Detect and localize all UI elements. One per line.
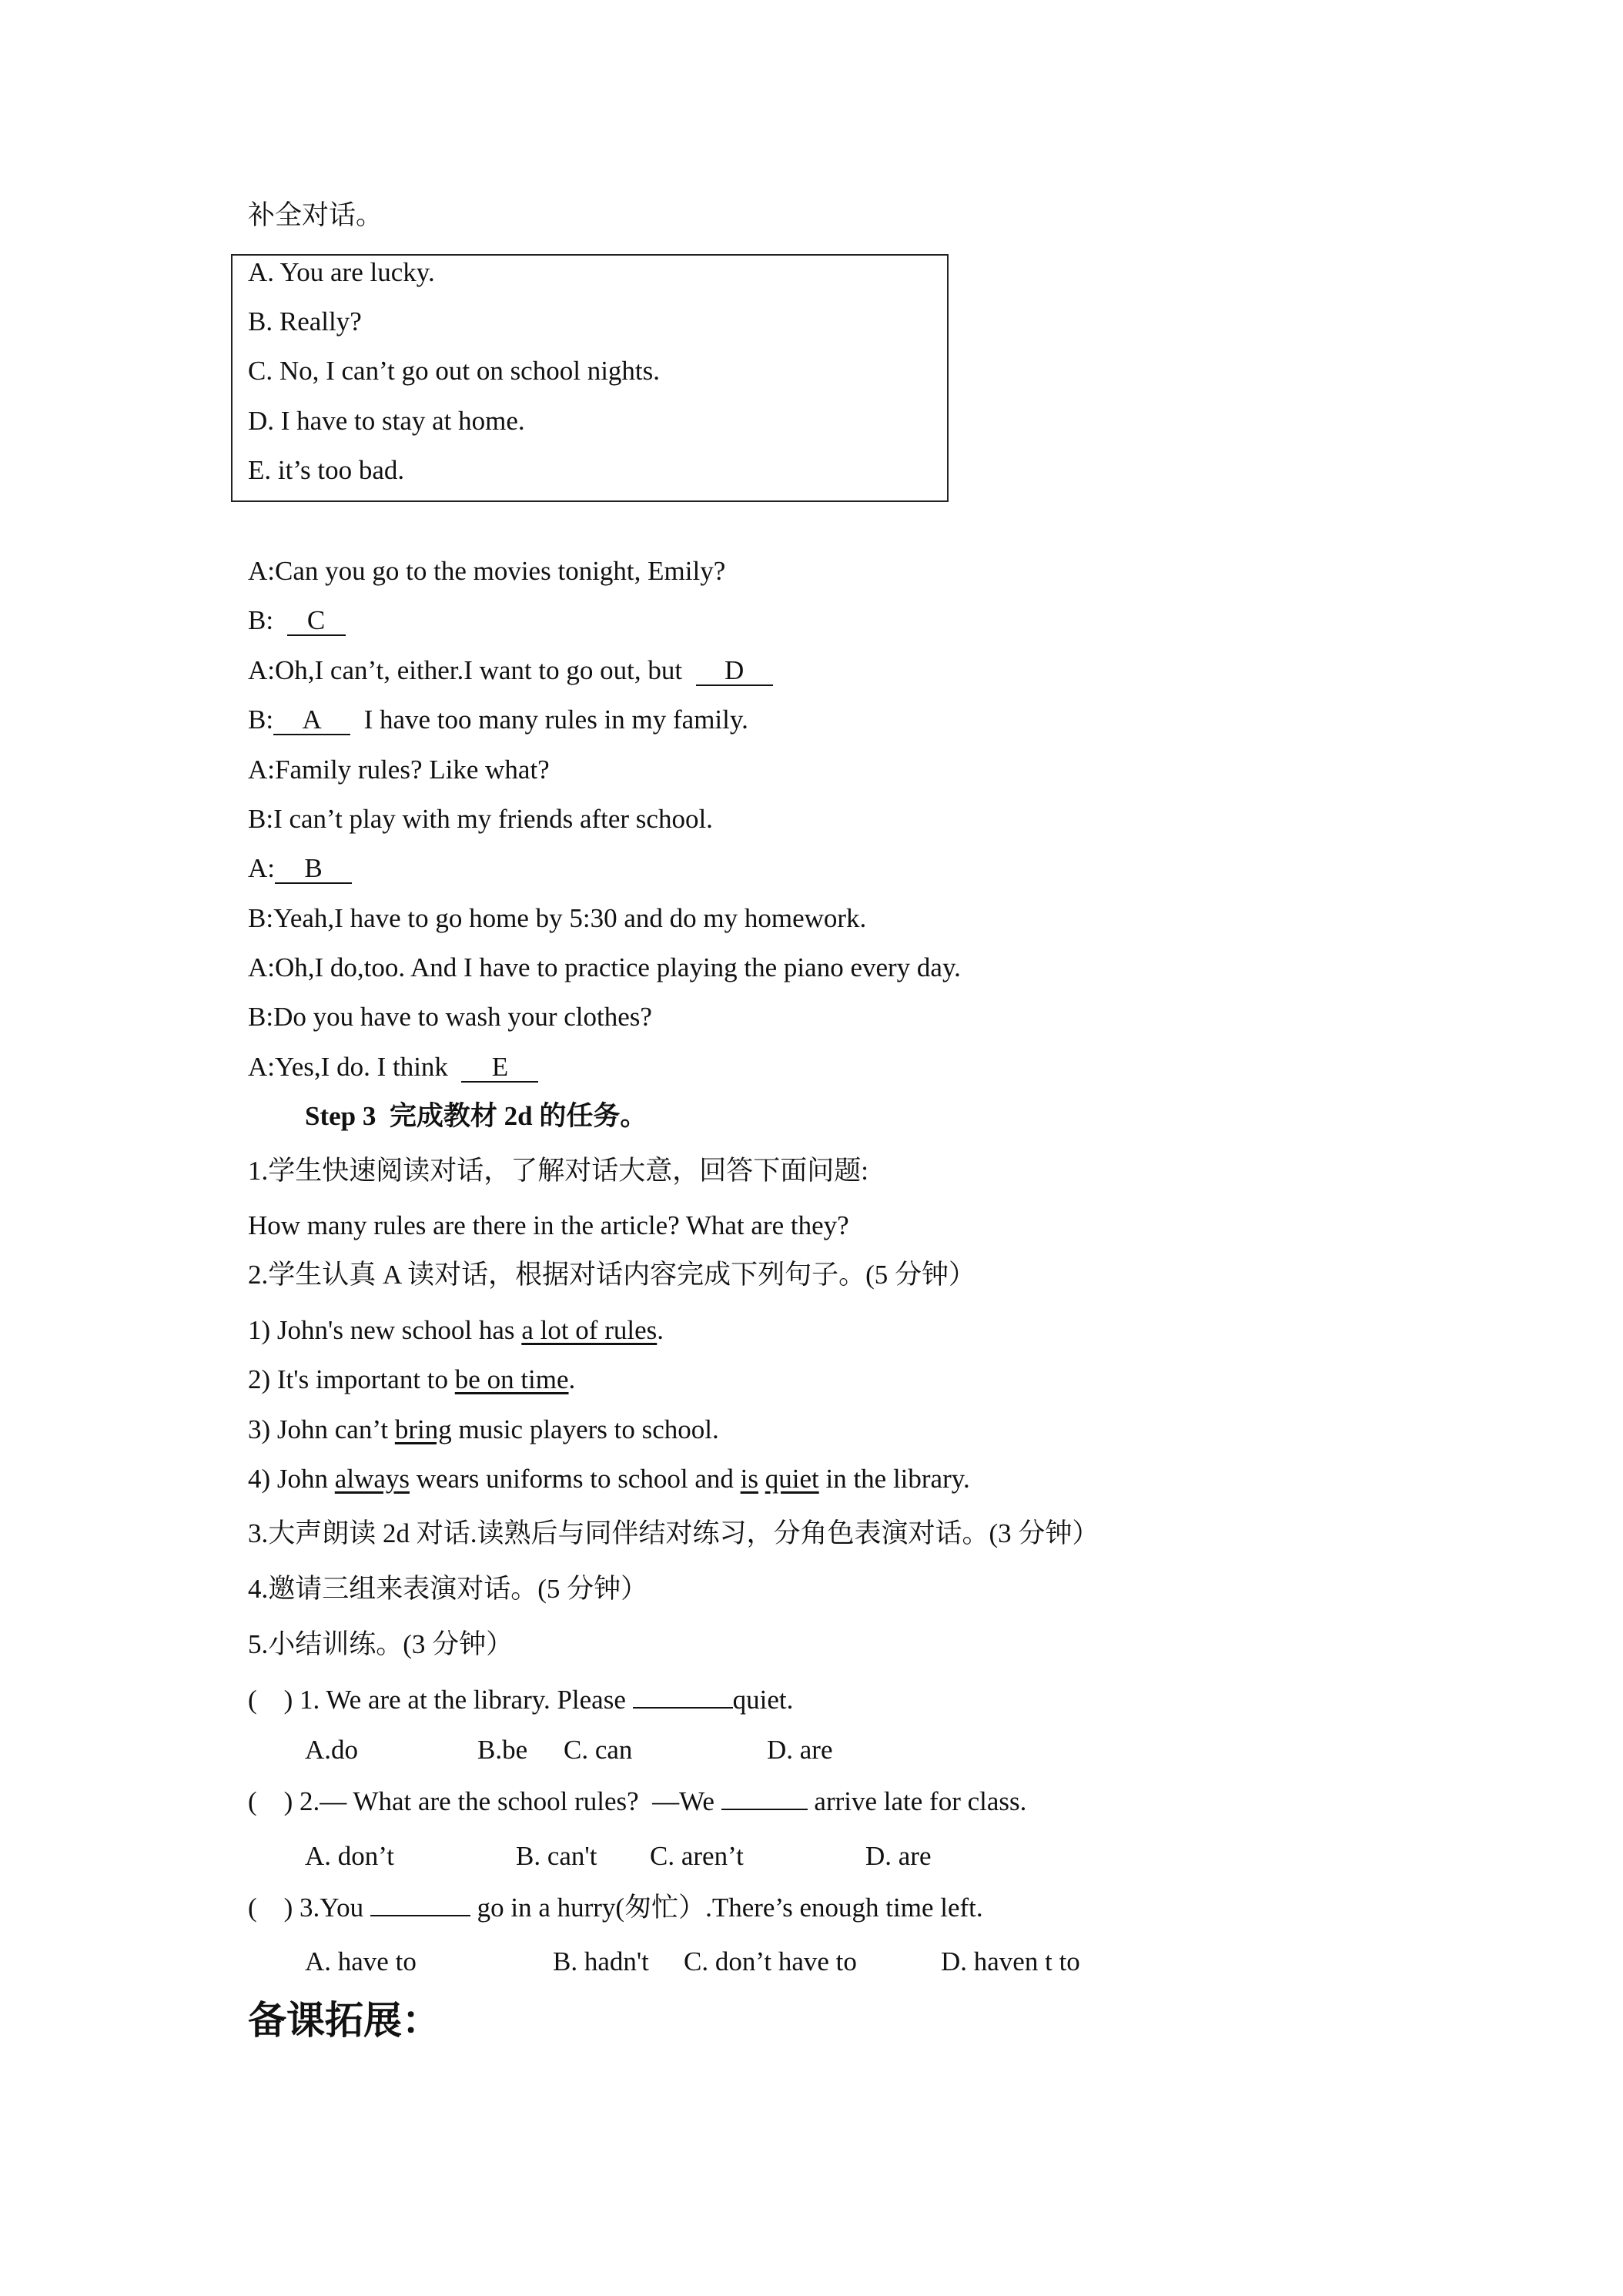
dialogue-line: A: B <box>248 852 352 885</box>
quiz-question-1: ( ) 1. We are at the library. Please quiet. <box>248 1685 794 1715</box>
dialogue-line: B: C <box>248 604 346 638</box>
option-d: D. I have to stay at home. <box>248 406 525 436</box>
quiz-1-option-b: B.be <box>477 1735 528 1765</box>
task-4: 4.邀请三组来表演对话。(5 分钟） <box>248 1574 648 1604</box>
task-1: 1.学生快速阅读对话，了解对话大意，回答下面问题: <box>248 1156 868 1186</box>
quiz-1-option-d: D. are <box>767 1735 833 1765</box>
option-c: C. No, I can’t go out on school nights. <box>248 356 661 386</box>
task-3: 3.大声朗读 2d 对话.读熟后与同伴结对练习，分角色表演对话。(3 分钟） <box>248 1518 1099 1548</box>
dialogue-line: B:Yeah,I have to go home by 5:30 and do my homework. <box>248 903 867 933</box>
answer-blank: D <box>696 657 773 686</box>
dialogue-line: A:Oh,I can’t, either.I want to go out, but D <box>248 654 773 688</box>
sentence-4: 4) John always wears uniforms to school and is quiet in the library. <box>248 1464 970 1494</box>
quiz-2-option-d: D. are <box>865 1841 932 1871</box>
sentence-1: 1) John's new school has a lot of rules. <box>248 1315 664 1345</box>
dialogue-line: B:Do you have to wash your clothes? <box>248 1002 652 1032</box>
dialogue-line: A:Oh,I do,too. And I have to practice playing the piano every day. <box>248 952 961 982</box>
dialogue-line: A:Yes,I do. I think E <box>248 1050 538 1084</box>
sentence-3: 3) John can’t bring music players to school. <box>248 1414 719 1444</box>
step3-heading: Step 3 完成教材 2d 的任务。 <box>305 1101 648 1131</box>
task-2: 2.学生认真 A 读对话，根据对话内容完成下列句子。(5 分钟） <box>248 1260 976 1290</box>
answer-blank: B <box>275 855 352 884</box>
option-a: A. You are lucky. <box>248 257 435 287</box>
quiz-2-option-c: C. aren’t <box>650 1841 744 1871</box>
quiz-2-option-b: B. can't <box>516 1841 597 1871</box>
dialogue-line: B: A I have too many rules in my family. <box>248 705 748 735</box>
quiz-3-option-c: C. don’t have to <box>684 1946 857 1976</box>
quiz-3-option-d: D. haven t to <box>941 1946 1080 1976</box>
quiz-3-option-a: A. have to <box>305 1946 417 1976</box>
dialogue-line: B:I can’t play with my friends after school. <box>248 804 713 834</box>
extension-heading: 备课拓展： <box>248 1998 440 2043</box>
quiz-question-3: ( ) 3.You go in a hurry(匆忙）.There’s enough time left. <box>248 1893 983 1923</box>
sentence-2: 2) It's important to be on time. <box>248 1364 576 1394</box>
option-b: B. Really? <box>248 306 362 336</box>
quiz-1-option-a: A.do <box>305 1735 359 1765</box>
option-e: E. it’s too bad. <box>248 455 405 485</box>
dialogue-line: A:Can you go to the movies tonight, Emily? <box>248 556 726 586</box>
quiz-blank <box>370 1892 470 1916</box>
instruction-text: 补全对话。 <box>248 200 383 230</box>
quiz-question-2: ( ) 2.— What are the school rules? —We arrive late for class. <box>248 1786 1027 1816</box>
quiz-blank <box>721 1786 808 1810</box>
quiz-blank <box>633 1684 733 1709</box>
quiz-1-option-c: C. can <box>564 1735 633 1765</box>
task-5: 5.小结训练。(3 分钟） <box>248 1629 514 1659</box>
answer-blank: A <box>273 706 350 735</box>
quiz-2-option-a: A. don’t <box>305 1841 395 1871</box>
answer-blank: C <box>287 607 346 636</box>
answer-blank: E <box>461 1053 538 1083</box>
dialogue-line: A:Family rules? Like what? <box>248 755 550 785</box>
task-1-question: How many rules are there in the article? What are they? <box>248 1210 849 1240</box>
quiz-3-option-b: B. hadn't <box>553 1946 649 1976</box>
